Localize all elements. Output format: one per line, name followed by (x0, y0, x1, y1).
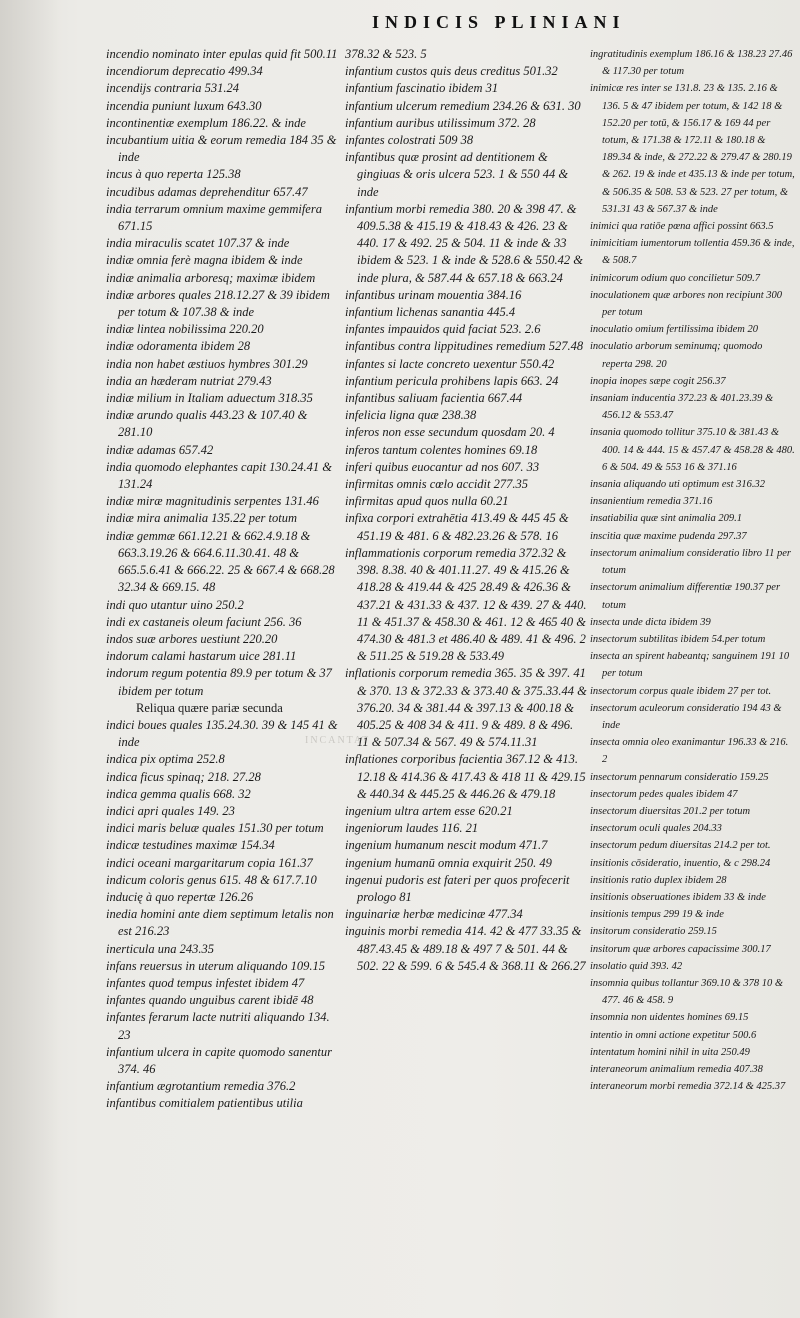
index-entry: indicæ testudines maximæ 154.34 (106, 838, 275, 853)
index-entry: insanientium remedia 371.16 (590, 496, 713, 508)
bleed-through-text: INCANTAT (305, 735, 371, 746)
index-entry: incendio nominato inter epulas quid fit 500.11 (106, 47, 338, 61)
index-entry: inguinariæ herbæ medicinæ 477.34 (345, 907, 523, 922)
index-entry: infantibus quæ prosint ad dentitionem & gingiuas & oris ulcera 523. 1 & 550 44 & inde (345, 150, 569, 199)
index-entry: incubantium uitia & eorum remedia 184 35 & inde (106, 133, 337, 165)
index-entry: insectorum corpus quale ibidem 27 per tot. (590, 685, 772, 697)
index-entry: inferos non esse secundum quosdam 20. 4 (345, 425, 555, 440)
index-entry: inflationis corporum remedia 365. 35 & 397. 41 & 370. 13 & 372.33 & 373.40 & 375.33.44 & 376.20. 34 & 381.44 & 397.13 & 400.18 & 405.25 & 408 34 & 411. 9 & 489. 8 & 496. 11 & 507.34 & 567. 49 & 574.11.31 (345, 666, 587, 750)
index-entry: insitorum quæ arbores capacissime 300.17 (590, 943, 771, 955)
index-entry: infantium fascinatio ibidem 31 (345, 81, 499, 96)
index-entry: india miraculis scatet 107.37 & inde (106, 236, 290, 251)
index-entry: inimicorum odium quo concilietur 509.7 (590, 272, 761, 284)
index-entry: insecta unde dicta ibidem 39 (590, 616, 711, 628)
index-entry: indici apri quales 149. 23 (106, 803, 235, 818)
index-entry: Reliqua quære pariæ secunda (136, 700, 283, 715)
index-entry: insomnia non uidentes homines 69.15 (590, 1012, 749, 1024)
index-entry: infantium lichenas sanantia 445.4 (345, 305, 516, 320)
index-entry: incendijs contraria 531.24 (106, 81, 239, 96)
index-column-middle (345, 46, 587, 975)
running-head: INDICIS PLINIANI (372, 12, 626, 32)
index-entry: indiæ mira animalia 135.22 per totum (106, 511, 297, 526)
index-entry: inferos tantum colentes homines 69.18 (345, 442, 538, 457)
index-entry: incendiorum deprecatio 499.34 (106, 64, 263, 79)
index-entry: indi quo utantur uino 250.2 (106, 597, 244, 612)
index-entry: inflationes corporibus facientia 367.12 & 413. 12.18 & 414.36 & 417.43 & 418 11 & 429.15 & 440.34 & 445.25 & 446.26 & 479.18 (345, 752, 586, 801)
index-entry: insitionis cōsideratio, inuentio, & c 298.24 (590, 857, 771, 869)
index-entry: ingenium ultra artem esse 620.21 (345, 803, 513, 818)
index-entry: infantibus comitialem patientibus utilia (106, 1096, 303, 1111)
index-entry: infantes ferarum lacte nutriti aliquando 134. 23 (106, 1010, 330, 1042)
index-entry: india terrarum omnium maxime gemmifera 671.15 (106, 201, 322, 234)
index-entry: interaneorum animalium remedia 407.38 (590, 1063, 763, 1075)
index-entry: incontinentiæ exemplum 186.22. & inde (106, 115, 306, 130)
index-column-right (590, 46, 795, 1095)
index-entry: insatiabilia quæ sint animalia 209.1 (590, 513, 742, 525)
index-entry: inoculatio arborum seminumq; quomodo reperta 298. 20 (590, 341, 763, 370)
index-entry: insitionis ratio duplex ibidem 28 (590, 874, 727, 886)
index-entry: ingenium humanū omnia exquirit 250. 49 (345, 855, 552, 870)
index-entry: insitionis obseruationes ibidem 33 & inde (590, 891, 766, 903)
index-entry: incudibus adamas deprehenditur 657.47 (106, 184, 308, 199)
index-entry: insitorum consideratio 259.15 (590, 926, 717, 938)
index-entry: insectorum pedes quales ibidem 47 (590, 788, 738, 800)
index-entry: ingratitudinis exemplum 186.16 & 138.23 27.46 & 117.30 per totum (590, 49, 793, 78)
index-entry: incus à quo reperta 125.38 (106, 167, 241, 182)
index-entry: indici boues quales 135.24.30. 39 & 145 41 & inde (106, 717, 338, 750)
index-entry: infantibus contra lippitudines remedium 527.48 (345, 339, 584, 354)
index-entry: infelicia ligna quæ 238.38 (345, 408, 477, 423)
index-entry: infirmitas omnis cœlo accidit 277.35 (345, 477, 528, 492)
index-entry: india quomodo elephantes capit 130.24.41 & 131.24 (106, 459, 333, 492)
index-entry: indiæ arundo qualis 443.23 & 107.40 & 281.10 (106, 408, 308, 440)
index-entry: inducię à quo repertæ 126.26 (106, 889, 254, 904)
index-entry: ingenui pudoris est fateri per quos profecerit prologo 81 (345, 872, 570, 904)
page-gutter-shadow (0, 0, 60, 1318)
index-entry: infantibus urinam mouentia 384.16 (345, 287, 522, 302)
index-entry: inimicæ res inter se 131.8. 23 & 135. 2.16 & 136. 5 & 47 ibidem per totum, & 142 18 & 152.20 per totū, & 156.17 & 169 44 per totum, & 171.38 & 172.11 & 180.18 & 189.34 & inde, & 272.22 & 279.47 & 280.19 & 262. 19 & inde et 435.13 & inde per totum, & 506.35 & 508. 53 & 523. 27 per totum, & 531.31 43 & 567.37 & inde (590, 83, 795, 215)
index-entry: insaniam inducentia 372.23 & 401.23.39 & 456.12 & 553.47 (590, 393, 774, 422)
index-entry: indici oceani margaritarum copia 161.37 (106, 855, 313, 870)
index-entry: infantium ægrotantium remedia 376.2 (106, 1079, 296, 1094)
index-entry: infantium morbi remedia 380. 20 & 398 47. & 409.5.38 & 415.19 & 418.43 & 426. 23 & 440. 17 & 492. 25 & 504. 11 & inde & 33 ibidem & 523. 1 & inde & 528.6 & 550.42 & inde plura, & 587.44 & 657.18 & 663.24 (345, 201, 584, 285)
index-entry: indorum calami hastarum uice 281.11 (106, 649, 297, 664)
index-entry: inferi quibus euocantur ad nos 607. 33 (345, 459, 540, 474)
index-entry: india non habet æstiuos hymbres 301.29 (106, 356, 308, 371)
index-entry: indos suæ arbores uestiunt 220.20 (106, 631, 278, 646)
index-entry: infantes quod tempus infestet ibidem 47 (106, 975, 305, 990)
index-entry: intentio in omni actione expetitur 500.6 (590, 1029, 757, 1041)
index-entry: indi ex castaneis oleum faciunt 256. 36 (106, 614, 302, 629)
index-entry: indiæ lintea nobilissima 220.20 (106, 322, 264, 337)
index-entry: infantium auribus utilissimum 372. 28 (345, 115, 536, 130)
index-entry: inguinis morbi remedia 414. 42 & 477 33.35 & 487.43.45 & 489.18 & 497 7 & 501. 44 & 502. 22 & 599. 6 & 545.4 & 368.11 & 266.27 (345, 924, 586, 973)
index-entry: incendia puniunt luxum 643.30 (106, 98, 262, 113)
index-entry: insecta an spirent habeantq; sanguinem 191 10 per totum (590, 651, 790, 680)
index-entry: indicum coloris genus 615. 48 & 617.7.10 (106, 872, 317, 887)
index-entry: infantes colostrati 509 38 (345, 133, 474, 148)
index-entry: india an hæderam nutriat 279.43 (106, 373, 272, 388)
index-entry: indiæ omnia ferè magna ibidem & inde (106, 253, 303, 268)
index-entry: inimicitiam iumentorum tollentia 459.36 & inde, & 508.7 (590, 238, 795, 267)
index-entry: inimici qua ratiōe pœna affici possint 663.5 (590, 221, 774, 233)
index-entry: insitionis tempus 299 19 & inde (590, 909, 724, 921)
index-entry: inscitia quæ maxime pudenda 297.37 (590, 530, 747, 542)
index-entry: inerticula una 243.35 (106, 941, 214, 956)
index-entry: indici maris beluæ quales 151.30 per totum (106, 821, 324, 836)
index-column-left (106, 46, 371, 1113)
index-entry: insectorum animalium consideratio libro 11 per totum (590, 547, 791, 577)
index-entry: infantes quando unguibus carent ibidē 48 (106, 993, 314, 1008)
index-entry: indiæ milium in Italiam aduectum 318.35 (106, 391, 313, 406)
index-entry: insectorum oculi quales 204.33 (590, 823, 722, 835)
index-entry: insectorum diuersitas 201.2 per totum (590, 805, 751, 817)
index-entry: inedia homini ante diem septimum letalis non est 216.23 (106, 907, 334, 939)
index-entry: infantium custos quis deus creditus 501.32 (345, 64, 558, 79)
index-entry: indiæ animalia arboresq; maximæ ibidem (106, 270, 316, 285)
index-entry: infans reuersus in uterum aliquando 109.15 (106, 958, 325, 973)
index-entry: indiæ miræ magnitudinis serpentes 131.46 (106, 494, 319, 509)
index-entry: inoculationem quæ arbores non recipiunt 300 per totum (590, 289, 782, 319)
index-entry: intentatum homini nihil in uita 250.49 (590, 1046, 750, 1058)
index-entry: indica gemma qualis 668. 32 (106, 786, 251, 801)
index-entry: insania quomodo tollitur 375.10 & 381.43 & 400. 14 & 444. 15 & 457.47 & 458.28 & 480. 6 & 504. 49 & 553 16 & 371.16 (590, 427, 795, 473)
index-entry: ingeniorum laudes 116. 21 (345, 821, 479, 836)
index-entry: indiæ odoramenta ibidem 28 (106, 339, 251, 354)
index-entry: infantium pericula prohibens lapis 663. 24 (345, 373, 559, 388)
index-entry: 378.32 & 523. 5 (345, 47, 427, 61)
index-entry: indica pix optima 252.8 (106, 752, 225, 767)
index-entry: infantes impauidos quid faciat 523. 2.6 (345, 322, 541, 337)
index-entry: insectorum subtilitas ibidem 54.per totum (590, 633, 766, 645)
index-entry: inopia inopes sæpe cogit 256.37 (590, 375, 726, 387)
index-entry: insectorum animalium differentiæ 190.37 per totum (590, 582, 781, 611)
index-entry: insectorum pedum diuersitas 214.2 per tot. (590, 840, 771, 852)
index-entry: indorum regum potentia 89.9 per totum & 37 ibidem per totum (106, 666, 332, 698)
index-entry: infixa corpori extrahētia 413.49 & 445 45 & 451.19 & 481. 6 & 482.23.26 & 578. 16 (345, 511, 569, 543)
index-entry: indiæ gemmæ 661.12.21 & 662.4.9.18 & 663.3.19.26 & 664.6.11.30.41. 48 & 665.5.6.41 & 666.22. 25 & 667.4 & 668.28 32.34 & 669.15. 48 (106, 528, 335, 595)
index-entry: indiæ adamas 657.42 (106, 442, 214, 457)
index-entry: indiæ arbores quales 218.12.27 & 39 ibidem per totum & 107.38 & inde (106, 287, 330, 320)
index-entry: infantes si lacte concreto uexentur 550.42 (345, 356, 555, 371)
index-entry: infantibus saliuam facientia 667.44 (345, 391, 523, 406)
index-entry: indica ficus spinaq; 218. 27.28 (106, 769, 261, 784)
index-entry: insomnia quibus tollantur 369.10 & 378 10 & 477. 46 & 458. 9 (590, 977, 784, 1007)
index-entry: insecta omnia oleo exanimantur 196.33 & 216. 2 (590, 737, 789, 766)
index-entry: infirmitas apud quos nulla 60.21 (345, 494, 509, 509)
index-entry: insolatio quid 393. 42 (590, 960, 683, 972)
index-entry: ingenium humanum nescit modum 471.7 (345, 838, 548, 853)
index-entry: infantium ulcerum remedium 234.26 & 631. 30 (345, 98, 581, 113)
index-entry: inflammationis corporum remedia 372.32 & 398. 8.38. 40 & 401.11.27. 49 & 415.26 & 418.28 & 419.44 & 425 28.49 & 426.36 & 437.21 & 431.33 & 437. 12 & 439. 27 & 440. 11 & 451.37 & 458.30 & 461. 12 & 465 40 & 474.30 & 481.3 et 486.40 & 489. 41 & 496. 2 & 511.25 & 519.28 & 533.49 (345, 545, 587, 664)
index-entry: insectorum aculeorum consideratio 194 43 & inde (590, 702, 782, 731)
index-entry: infantium ulcera in capite quomodo sanentur 374. 46 (106, 1044, 333, 1076)
index-entry: inoculatio omium fertilissima ibidem 20 (590, 324, 758, 336)
index-entry: interaneorum morbi remedia 372.14 & 425.37 (590, 1081, 786, 1093)
index-entry: insania aliquando uti optimum est 316.32 (590, 479, 766, 491)
index-entry: insectorum pennarum consideratio 159.25 (590, 771, 769, 783)
